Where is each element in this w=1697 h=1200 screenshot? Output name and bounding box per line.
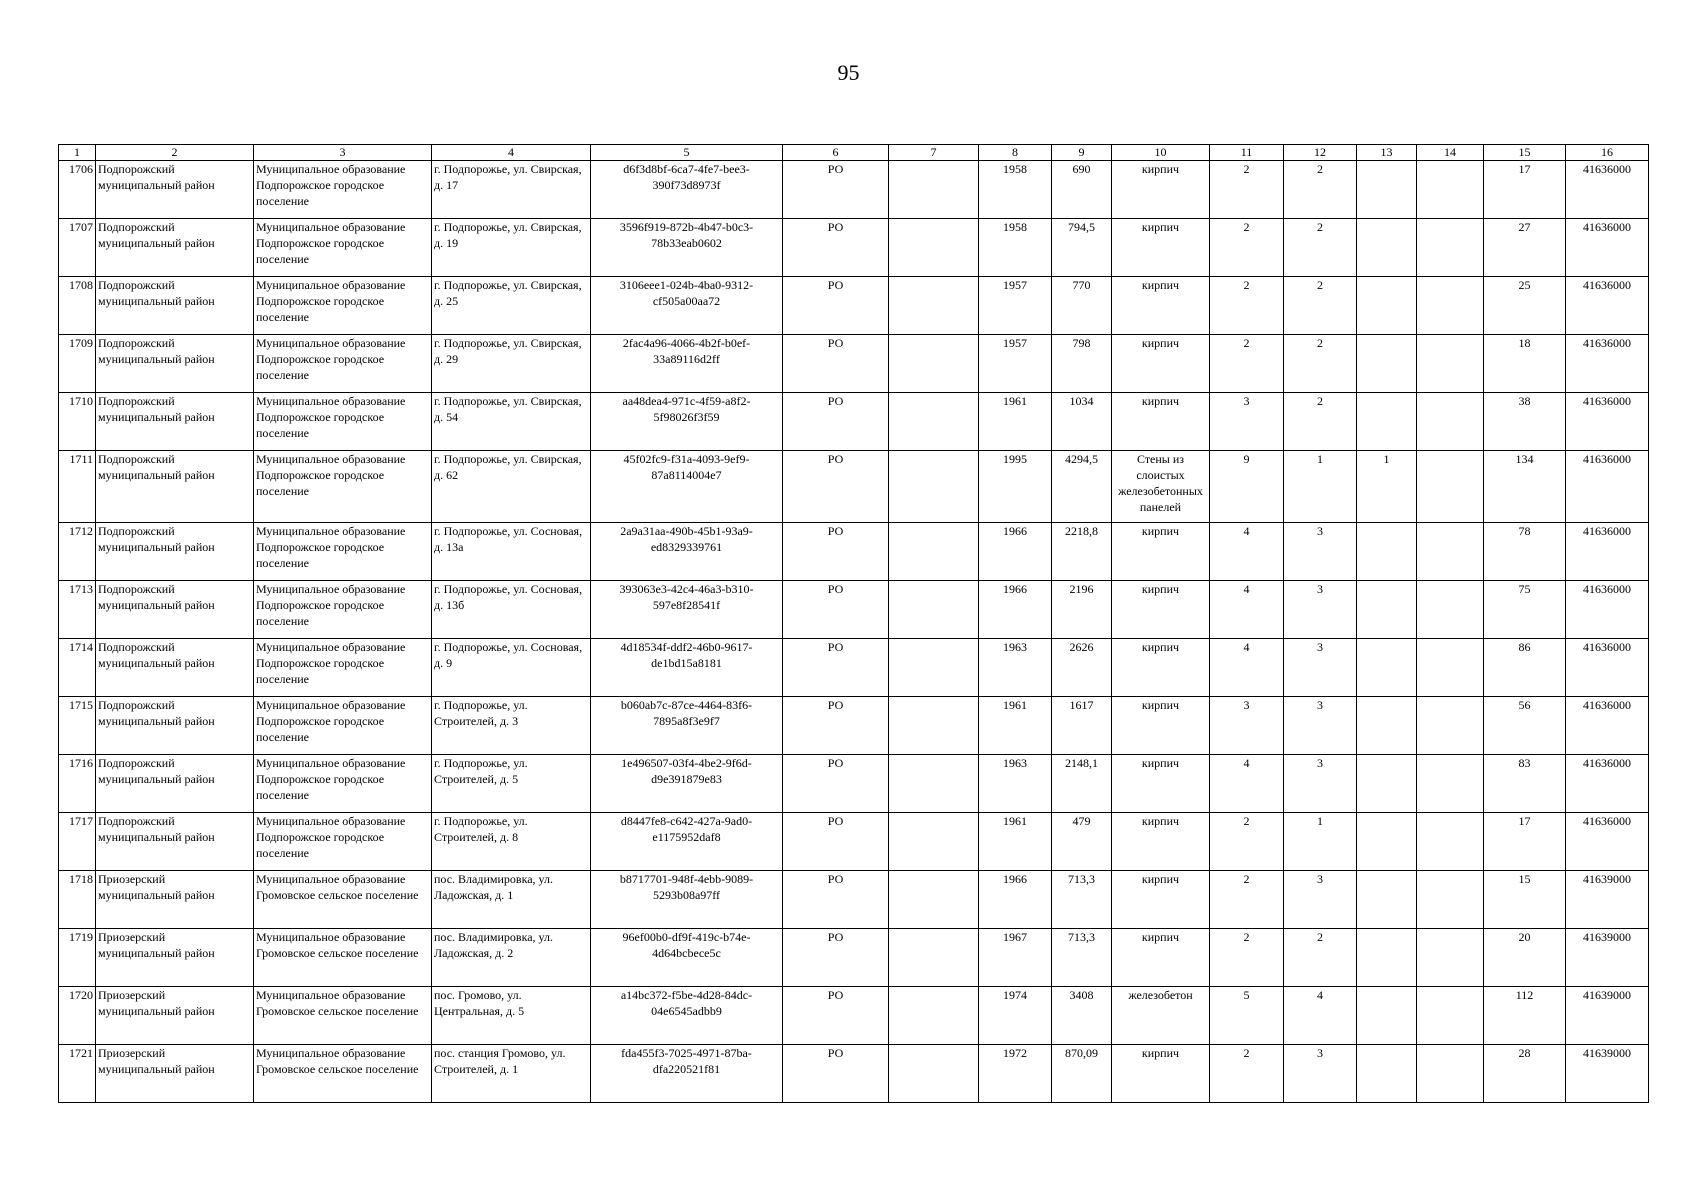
- table-row: [59, 277, 1649, 335]
- cell-col-16: 41636000: [1566, 813, 1649, 871]
- cell-col-11: 4: [1210, 523, 1284, 581]
- cell-col-8: 1967: [979, 929, 1052, 987]
- table-row: [59, 697, 1649, 755]
- cell-col-12: 3: [1284, 581, 1357, 639]
- cell-col-10: кирпич: [1112, 1045, 1210, 1103]
- cell-col-2: Подпорожский муниципальный район: [96, 697, 254, 755]
- cell-col-14: [1417, 277, 1484, 335]
- cell-col-4: г. Подпорожье, ул. Свирская, д. 19: [432, 219, 591, 277]
- column-number-row: [59, 145, 1649, 161]
- cell-col-16: 41636000: [1566, 335, 1649, 393]
- column-header-15: 15: [1484, 145, 1566, 161]
- column-header-6: 6: [783, 145, 889, 161]
- cell-col-6: РО: [783, 451, 889, 523]
- cell-col-11: 4: [1210, 639, 1284, 697]
- cell-col-10: кирпич: [1112, 161, 1210, 219]
- cell-col-14: [1417, 755, 1484, 813]
- cell-col-15: 83: [1484, 755, 1566, 813]
- cell-col-10: кирпич: [1112, 697, 1210, 755]
- cell-col-10: кирпич: [1112, 813, 1210, 871]
- cell-col-11: 2: [1210, 335, 1284, 393]
- cell-col-1: 1713: [59, 581, 96, 639]
- column-header-12: 12: [1284, 145, 1357, 161]
- cell-col-5: 2fac4a96-4066-4b2f-b0ef-33a89116d2ff: [591, 335, 783, 393]
- cell-col-7: [889, 929, 979, 987]
- cell-col-7: [889, 987, 979, 1045]
- page-number: 95: [837, 60, 860, 85]
- cell-col-2: Подпорожский муниципальный район: [96, 451, 254, 523]
- cell-col-5: 4d18534f-ddf2-46b0-9617-de1bd15a8181: [591, 639, 783, 697]
- cell-col-4: пос. станция Громово, ул. Строителей, д. 1: [432, 1045, 591, 1103]
- cell-col-16: 41636000: [1566, 755, 1649, 813]
- cell-col-6: РО: [783, 523, 889, 581]
- cell-col-3: Муниципальное образование Подпорожское городское поселение: [254, 335, 432, 393]
- cell-col-8: 1961: [979, 813, 1052, 871]
- cell-col-11: 3: [1210, 393, 1284, 451]
- cell-col-9: 2626: [1052, 639, 1112, 697]
- cell-col-10: кирпич: [1112, 871, 1210, 929]
- cell-col-9: 794,5: [1052, 219, 1112, 277]
- cell-col-6: РО: [783, 581, 889, 639]
- cell-col-1: 1717: [59, 813, 96, 871]
- cell-col-11: 2: [1210, 161, 1284, 219]
- cell-col-3: Муниципальное образование Громовское сельское поселение: [254, 987, 432, 1045]
- cell-col-3: Муниципальное образование Подпорожское городское поселение: [254, 451, 432, 523]
- cell-col-1: 1716: [59, 755, 96, 813]
- cell-col-8: 1966: [979, 871, 1052, 929]
- cell-col-13: [1357, 1045, 1417, 1103]
- cell-col-1: 1718: [59, 871, 96, 929]
- cell-col-6: РО: [783, 697, 889, 755]
- cell-col-3: Муниципальное образование Подпорожское городское поселение: [254, 813, 432, 871]
- column-header-1: 1: [59, 145, 96, 161]
- table-row: [59, 393, 1649, 451]
- cell-col-15: 38: [1484, 393, 1566, 451]
- cell-col-3: Муниципальное образование Подпорожское городское поселение: [254, 393, 432, 451]
- cell-col-3: Муниципальное образование Громовское сельское поселение: [254, 1045, 432, 1103]
- cell-col-5: a14bc372-f5be-4d28-84dc-04e6545adbb9: [591, 987, 783, 1045]
- cell-col-9: 3408: [1052, 987, 1112, 1045]
- cell-col-8: 1966: [979, 523, 1052, 581]
- column-header-8: 8: [979, 145, 1052, 161]
- cell-col-7: [889, 277, 979, 335]
- cell-col-13: [1357, 929, 1417, 987]
- cell-col-10: кирпич: [1112, 219, 1210, 277]
- cell-col-12: 1: [1284, 813, 1357, 871]
- column-header-11: 11: [1210, 145, 1284, 161]
- cell-col-4: г. Подпорожье, ул. Строителей, д. 3: [432, 697, 591, 755]
- cell-col-11: 2: [1210, 277, 1284, 335]
- cell-col-9: 479: [1052, 813, 1112, 871]
- cell-col-16: 41639000: [1566, 871, 1649, 929]
- cell-col-6: РО: [783, 755, 889, 813]
- column-header-16: 16: [1566, 145, 1649, 161]
- cell-col-10: кирпич: [1112, 335, 1210, 393]
- cell-col-14: [1417, 639, 1484, 697]
- cell-col-4: пос. Владимировка, ул. Ладожская, д. 2: [432, 929, 591, 987]
- cell-col-15: 112: [1484, 987, 1566, 1045]
- cell-col-13: [1357, 161, 1417, 219]
- cell-col-14: [1417, 697, 1484, 755]
- cell-col-4: г. Подпорожье, ул. Строителей, д. 8: [432, 813, 591, 871]
- cell-col-12: 3: [1284, 639, 1357, 697]
- cell-col-6: РО: [783, 219, 889, 277]
- cell-col-2: Приозерский муниципальный район: [96, 1045, 254, 1103]
- cell-col-7: [889, 697, 979, 755]
- cell-col-2: Подпорожский муниципальный район: [96, 581, 254, 639]
- cell-col-6: РО: [783, 335, 889, 393]
- table-body: [59, 161, 1649, 1103]
- cell-col-3: Муниципальное образование Громовское сельское поселение: [254, 929, 432, 987]
- table-row: [59, 929, 1649, 987]
- cell-col-16: 41636000: [1566, 393, 1649, 451]
- cell-col-11: 2: [1210, 1045, 1284, 1103]
- cell-col-14: [1417, 335, 1484, 393]
- cell-col-13: 1: [1357, 451, 1417, 523]
- cell-col-3: Муниципальное образование Подпорожское городское поселение: [254, 755, 432, 813]
- cell-col-13: [1357, 393, 1417, 451]
- cell-col-13: [1357, 639, 1417, 697]
- cell-col-3: Муниципальное образование Подпорожское городское поселение: [254, 161, 432, 219]
- cell-col-13: [1357, 697, 1417, 755]
- cell-col-12: 2: [1284, 335, 1357, 393]
- cell-col-8: 1966: [979, 581, 1052, 639]
- cell-col-2: Приозерский муниципальный район: [96, 871, 254, 929]
- table-row: [59, 335, 1649, 393]
- cell-col-9: 870,09: [1052, 1045, 1112, 1103]
- column-header-3: 3: [254, 145, 432, 161]
- cell-col-13: [1357, 813, 1417, 871]
- cell-col-12: 3: [1284, 755, 1357, 813]
- cell-col-16: 41636000: [1566, 639, 1649, 697]
- cell-col-14: [1417, 451, 1484, 523]
- cell-col-4: г. Подпорожье, ул. Сосновая, д. 13б: [432, 581, 591, 639]
- cell-col-16: 41636000: [1566, 161, 1649, 219]
- cell-col-16: 41639000: [1566, 987, 1649, 1045]
- cell-col-11: 5: [1210, 987, 1284, 1045]
- cell-col-7: [889, 871, 979, 929]
- cell-col-14: [1417, 523, 1484, 581]
- cell-col-14: [1417, 161, 1484, 219]
- cell-col-12: 3: [1284, 697, 1357, 755]
- cell-col-8: 1957: [979, 335, 1052, 393]
- cell-col-4: пос. Владимировка, ул. Ладожская, д. 1: [432, 871, 591, 929]
- cell-col-11: 2: [1210, 813, 1284, 871]
- column-header-14: 14: [1417, 145, 1484, 161]
- cell-col-2: Подпорожский муниципальный район: [96, 393, 254, 451]
- cell-col-11: 2: [1210, 929, 1284, 987]
- cell-col-8: 1958: [979, 219, 1052, 277]
- cell-col-16: 41636000: [1566, 581, 1649, 639]
- cell-col-7: [889, 755, 979, 813]
- cell-col-3: Муниципальное образование Подпорожское городское поселение: [254, 219, 432, 277]
- cell-col-5: d8447fe8-c642-427a-9ad0-e1175952daf8: [591, 813, 783, 871]
- cell-col-13: [1357, 335, 1417, 393]
- cell-col-2: Подпорожский муниципальный район: [96, 755, 254, 813]
- cell-col-16: 41639000: [1566, 929, 1649, 987]
- cell-col-7: [889, 813, 979, 871]
- cell-col-11: 2: [1210, 871, 1284, 929]
- cell-col-4: г. Подпорожье, ул. Свирская, д. 54: [432, 393, 591, 451]
- cell-col-3: Муниципальное образование Подпорожское городское поселение: [254, 277, 432, 335]
- cell-col-9: 1034: [1052, 393, 1112, 451]
- cell-col-2: Подпорожский муниципальный район: [96, 219, 254, 277]
- cell-col-8: 1957: [979, 277, 1052, 335]
- cell-col-6: РО: [783, 929, 889, 987]
- cell-col-2: Подпорожский муниципальный район: [96, 161, 254, 219]
- cell-col-15: 17: [1484, 813, 1566, 871]
- table-row: [59, 161, 1649, 219]
- table-row: [59, 639, 1649, 697]
- cell-col-4: г. Подпорожье, ул. Сосновая, д. 9: [432, 639, 591, 697]
- cell-col-8: 1961: [979, 697, 1052, 755]
- cell-col-7: [889, 1045, 979, 1103]
- cell-col-1: 1714: [59, 639, 96, 697]
- column-header-9: 9: [1052, 145, 1112, 161]
- cell-col-4: г. Подпорожье, ул. Строителей, д. 5: [432, 755, 591, 813]
- cell-col-7: [889, 639, 979, 697]
- cell-col-15: 86: [1484, 639, 1566, 697]
- cell-col-5: d6f3d8bf-6ca7-4fe7-bee3-390f73d8973f: [591, 161, 783, 219]
- cell-col-7: [889, 581, 979, 639]
- cell-col-3: Муниципальное образование Подпорожское городское поселение: [254, 581, 432, 639]
- cell-col-14: [1417, 871, 1484, 929]
- cell-col-11: 3: [1210, 697, 1284, 755]
- column-header-4: 4: [432, 145, 591, 161]
- cell-col-6: РО: [783, 871, 889, 929]
- table-row: [59, 451, 1649, 523]
- cell-col-13: [1357, 523, 1417, 581]
- cell-col-8: 1972: [979, 1045, 1052, 1103]
- cell-col-8: 1958: [979, 161, 1052, 219]
- column-header-10: 10: [1112, 145, 1210, 161]
- cell-col-1: 1719: [59, 929, 96, 987]
- column-header-5: 5: [591, 145, 783, 161]
- cell-col-13: [1357, 755, 1417, 813]
- cell-col-1: 1708: [59, 277, 96, 335]
- cell-col-2: Подпорожский муниципальный район: [96, 523, 254, 581]
- cell-col-2: Подпорожский муниципальный район: [96, 335, 254, 393]
- cell-col-5: 96ef00b0-df9f-419c-b74e-4d64bcbece5c: [591, 929, 783, 987]
- cell-col-10: кирпич: [1112, 929, 1210, 987]
- cell-col-9: 798: [1052, 335, 1112, 393]
- cell-col-2: Приозерский муниципальный район: [96, 987, 254, 1045]
- cell-col-2: Приозерский муниципальный район: [96, 929, 254, 987]
- cell-col-12: 3: [1284, 523, 1357, 581]
- cell-col-1: 1721: [59, 1045, 96, 1103]
- cell-col-10: Стены из слоистых железобетонных панелей: [1112, 451, 1210, 523]
- cell-col-5: b060ab7c-87ce-4464-83f6-7895a8f3e9f7: [591, 697, 783, 755]
- cell-col-6: РО: [783, 161, 889, 219]
- cell-col-6: РО: [783, 1045, 889, 1103]
- table-row: [59, 755, 1649, 813]
- cell-col-7: [889, 523, 979, 581]
- cell-col-12: 1: [1284, 451, 1357, 523]
- cell-col-16: 41636000: [1566, 697, 1649, 755]
- cell-col-14: [1417, 929, 1484, 987]
- cell-col-14: [1417, 987, 1484, 1045]
- cell-col-13: [1357, 987, 1417, 1045]
- cell-col-4: г. Подпорожье, ул. Свирская, д. 29: [432, 335, 591, 393]
- cell-col-1: 1710: [59, 393, 96, 451]
- table-row: [59, 987, 1649, 1045]
- table-row: [59, 523, 1649, 581]
- cell-col-15: 18: [1484, 335, 1566, 393]
- cell-col-5: fda455f3-7025-4971-87ba-dfa220521f81: [591, 1045, 783, 1103]
- column-header-2: 2: [96, 145, 254, 161]
- cell-col-9: 713,3: [1052, 929, 1112, 987]
- cell-col-15: 56: [1484, 697, 1566, 755]
- table-row: [59, 581, 1649, 639]
- cell-col-12: 2: [1284, 219, 1357, 277]
- cell-col-1: 1709: [59, 335, 96, 393]
- cell-col-1: 1720: [59, 987, 96, 1045]
- cell-col-7: [889, 219, 979, 277]
- housing-registry-table: [58, 144, 1649, 1103]
- cell-col-12: 3: [1284, 871, 1357, 929]
- cell-col-15: 20: [1484, 929, 1566, 987]
- cell-col-7: [889, 335, 979, 393]
- cell-col-5: 45f02fc9-f31a-4093-9ef9-87a8114004e7: [591, 451, 783, 523]
- table-row: [59, 813, 1649, 871]
- cell-col-14: [1417, 581, 1484, 639]
- cell-col-5: 1e496507-03f4-4be2-9f6d-d9e391879e83: [591, 755, 783, 813]
- cell-col-5: b8717701-948f-4ebb-9089-5293b08a97ff: [591, 871, 783, 929]
- cell-col-7: [889, 451, 979, 523]
- cell-col-16: 41636000: [1566, 523, 1649, 581]
- cell-col-15: 134: [1484, 451, 1566, 523]
- cell-col-11: 4: [1210, 755, 1284, 813]
- cell-col-9: 4294,5: [1052, 451, 1112, 523]
- cell-col-6: РО: [783, 639, 889, 697]
- cell-col-11: 9: [1210, 451, 1284, 523]
- cell-col-4: г. Подпорожье, ул. Свирская, д. 25: [432, 277, 591, 335]
- cell-col-16: 41636000: [1566, 219, 1649, 277]
- cell-col-9: 1617: [1052, 697, 1112, 755]
- cell-col-14: [1417, 219, 1484, 277]
- cell-col-13: [1357, 277, 1417, 335]
- cell-col-12: 2: [1284, 393, 1357, 451]
- cell-col-1: 1707: [59, 219, 96, 277]
- cell-col-13: [1357, 581, 1417, 639]
- table-row: [59, 219, 1649, 277]
- cell-col-14: [1417, 393, 1484, 451]
- cell-col-2: Подпорожский муниципальный район: [96, 813, 254, 871]
- cell-col-3: Муниципальное образование Громовское сельское поселение: [254, 871, 432, 929]
- cell-col-6: РО: [783, 277, 889, 335]
- cell-col-9: 713,3: [1052, 871, 1112, 929]
- cell-col-10: кирпич: [1112, 581, 1210, 639]
- cell-col-16: 41639000: [1566, 1045, 1649, 1103]
- cell-col-1: 1715: [59, 697, 96, 755]
- cell-col-13: [1357, 871, 1417, 929]
- cell-col-1: 1712: [59, 523, 96, 581]
- cell-col-14: [1417, 1045, 1484, 1103]
- column-header-13: 13: [1357, 145, 1417, 161]
- cell-col-5: 393063e3-42c4-46a3-b310-597e8f28541f: [591, 581, 783, 639]
- cell-col-15: 15: [1484, 871, 1566, 929]
- cell-col-11: 4: [1210, 581, 1284, 639]
- cell-col-4: г. Подпорожье, ул. Сосновая, д. 13а: [432, 523, 591, 581]
- cell-col-15: 25: [1484, 277, 1566, 335]
- table-header: [59, 145, 1649, 161]
- cell-col-8: 1963: [979, 639, 1052, 697]
- cell-col-4: пос. Громово, ул. Центральная, д. 5: [432, 987, 591, 1045]
- cell-col-7: [889, 161, 979, 219]
- cell-col-2: Подпорожский муниципальный район: [96, 277, 254, 335]
- cell-col-10: кирпич: [1112, 277, 1210, 335]
- cell-col-15: 27: [1484, 219, 1566, 277]
- cell-col-16: 41636000: [1566, 451, 1649, 523]
- cell-col-15: 78: [1484, 523, 1566, 581]
- cell-col-10: кирпич: [1112, 639, 1210, 697]
- table-row: [59, 871, 1649, 929]
- cell-col-15: 75: [1484, 581, 1566, 639]
- cell-col-10: железобетон: [1112, 987, 1210, 1045]
- cell-col-5: 3106eee1-024b-4ba0-9312-cf505a00aa72: [591, 277, 783, 335]
- cell-col-9: 690: [1052, 161, 1112, 219]
- cell-col-8: 1995: [979, 451, 1052, 523]
- cell-col-4: г. Подпорожье, ул. Свирская, д. 62: [432, 451, 591, 523]
- cell-col-6: РО: [783, 393, 889, 451]
- cell-col-14: [1417, 813, 1484, 871]
- cell-col-13: [1357, 219, 1417, 277]
- cell-col-9: 2218,8: [1052, 523, 1112, 581]
- cell-col-15: 28: [1484, 1045, 1566, 1103]
- cell-col-1: 1711: [59, 451, 96, 523]
- cell-col-9: 770: [1052, 277, 1112, 335]
- cell-col-8: 1963: [979, 755, 1052, 813]
- cell-col-15: 17: [1484, 161, 1566, 219]
- cell-col-5: 2a9a31aa-490b-45b1-93a9-ed8329339761: [591, 523, 783, 581]
- cell-col-5: 3596f919-872b-4b47-b0c3-78b33eab0602: [591, 219, 783, 277]
- cell-col-8: 1974: [979, 987, 1052, 1045]
- cell-col-8: 1961: [979, 393, 1052, 451]
- cell-col-11: 2: [1210, 219, 1284, 277]
- cell-col-10: кирпич: [1112, 755, 1210, 813]
- cell-col-16: 41636000: [1566, 277, 1649, 335]
- cell-col-9: 2196: [1052, 581, 1112, 639]
- cell-col-3: Муниципальное образование Подпорожское городское поселение: [254, 697, 432, 755]
- cell-col-7: [889, 393, 979, 451]
- cell-col-12: 3: [1284, 1045, 1357, 1103]
- cell-col-12: 2: [1284, 929, 1357, 987]
- cell-col-6: РО: [783, 813, 889, 871]
- cell-col-12: 2: [1284, 277, 1357, 335]
- cell-col-12: 4: [1284, 987, 1357, 1045]
- cell-col-2: Подпорожский муниципальный район: [96, 639, 254, 697]
- cell-col-5: aa48dea4-971c-4f59-a8f2-5f98026f3f59: [591, 393, 783, 451]
- cell-col-1: 1706: [59, 161, 96, 219]
- cell-col-12: 2: [1284, 161, 1357, 219]
- cell-col-6: РО: [783, 987, 889, 1045]
- cell-col-3: Муниципальное образование Подпорожское городское поселение: [254, 639, 432, 697]
- cell-col-3: Муниципальное образование Подпорожское городское поселение: [254, 523, 432, 581]
- cell-col-4: г. Подпорожье, ул. Свирская, д. 17: [432, 161, 591, 219]
- cell-col-10: кирпич: [1112, 523, 1210, 581]
- table-row: [59, 1045, 1649, 1103]
- cell-col-10: кирпич: [1112, 393, 1210, 451]
- cell-col-9: 2148,1: [1052, 755, 1112, 813]
- column-header-7: 7: [889, 145, 979, 161]
